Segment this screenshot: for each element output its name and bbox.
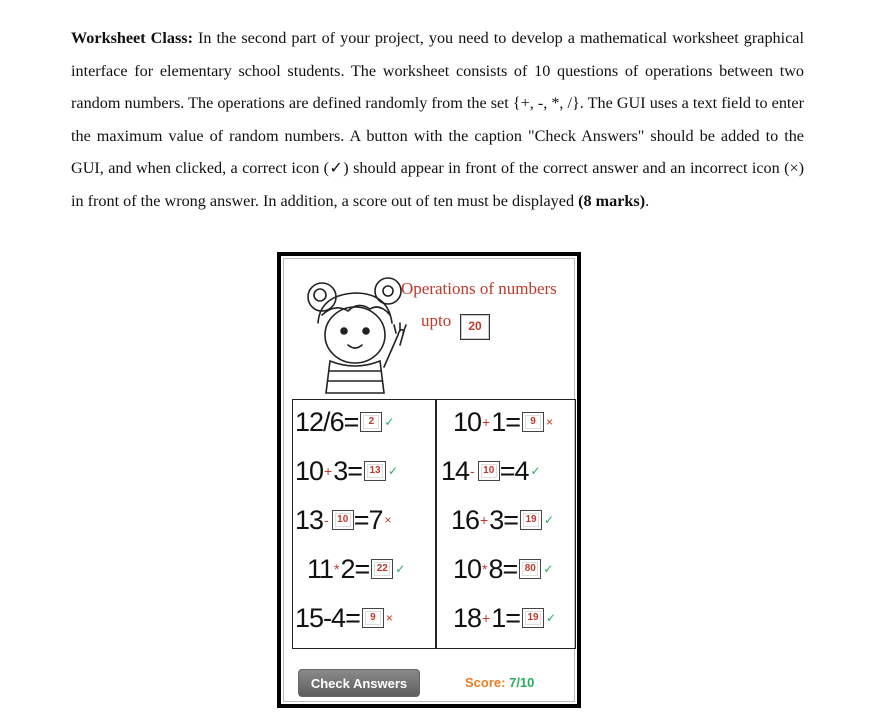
question-row: 13 - 10 = 7 × [295, 504, 392, 535]
answer-input[interactable]: 13 [364, 461, 386, 481]
check-icon: ✓ [530, 464, 541, 478]
check-icon: ✓ [388, 464, 399, 478]
max-value-input[interactable] [460, 314, 490, 340]
answer-input[interactable]: 80 [519, 559, 541, 579]
paragraph-marks: (8 marks) [578, 191, 646, 210]
question-row: 10 + 1 = 9 × [453, 406, 554, 437]
paragraph-end: . [645, 191, 650, 210]
check-icon: ✓ [395, 562, 406, 576]
score-value: 7/10 [509, 675, 535, 690]
cross-icon: × [384, 513, 392, 527]
question-row: 18 + 1 = 19 ✓ [453, 602, 557, 633]
cross-icon: × [546, 415, 554, 429]
answer-input[interactable]: 22 [371, 559, 393, 579]
column-divider [435, 400, 437, 648]
assignment-paragraph [71, 22, 804, 218]
cross-icon: × [385, 611, 393, 625]
score-display [465, 675, 534, 690]
answer-input[interactable]: 19 [522, 608, 544, 628]
question-row: 14 - 10 = 4 ✓ [441, 455, 541, 486]
question-row: 16 + 3 = 19 ✓ [451, 504, 555, 535]
answer-input[interactable]: 10 [478, 461, 500, 481]
check-answers-button[interactable]: Check Answers [298, 669, 420, 697]
max-value-text: 20 [468, 319, 482, 333]
answer-input[interactable]: 9 [522, 412, 544, 432]
paragraph-body: In the second part of your project, you need to develop a mathematical worksheet graphical interface for elementary school students. The worksheet consists of 10 questions of operations between two random numbers. The operations are defined randomly from the set {+, -, *, /}. The GUI uses a text field to enter the maximum value of random numbers. A button with the caption "Check Answers" should be added to the GUI, and when clicked, a correct icon (✓) should appear in front of the correct answer and an incorrect icon (×) in front of the wrong answer. In addition, a score out of ten must be displayed [71, 29, 804, 210]
question-row: 10 * 8 = 80 ✓ [453, 553, 554, 584]
question-row: 15 - 4 = 9 × [295, 602, 393, 633]
answer-input[interactable]: 9 [362, 608, 384, 628]
question-row: 12 / 6 = 2 ✓ [295, 406, 395, 437]
answer-input[interactable]: 10 [332, 510, 354, 530]
score-label: Score: [465, 675, 506, 690]
answer-input[interactable]: 2 [360, 412, 382, 432]
worksheet-window [277, 252, 581, 708]
check-icon: ✓ [544, 513, 555, 527]
girl-illustration [300, 275, 410, 395]
check-icon: ✓ [543, 562, 554, 576]
check-icon: ✓ [546, 611, 557, 625]
question-row: 10 + 3 = 13 ✓ [295, 455, 399, 486]
worksheet-title: Operations of numbers [401, 279, 557, 298]
check-icon: ✓ [384, 415, 395, 429]
paragraph-heading: Worksheet Class: [71, 29, 193, 47]
upto-label: upto [421, 311, 452, 330]
question-row: 11 * 2 = 22 ✓ [307, 553, 406, 584]
answer-input[interactable]: 19 [520, 510, 542, 530]
worksheet-panel [283, 258, 575, 702]
questions-grid [292, 399, 576, 649]
